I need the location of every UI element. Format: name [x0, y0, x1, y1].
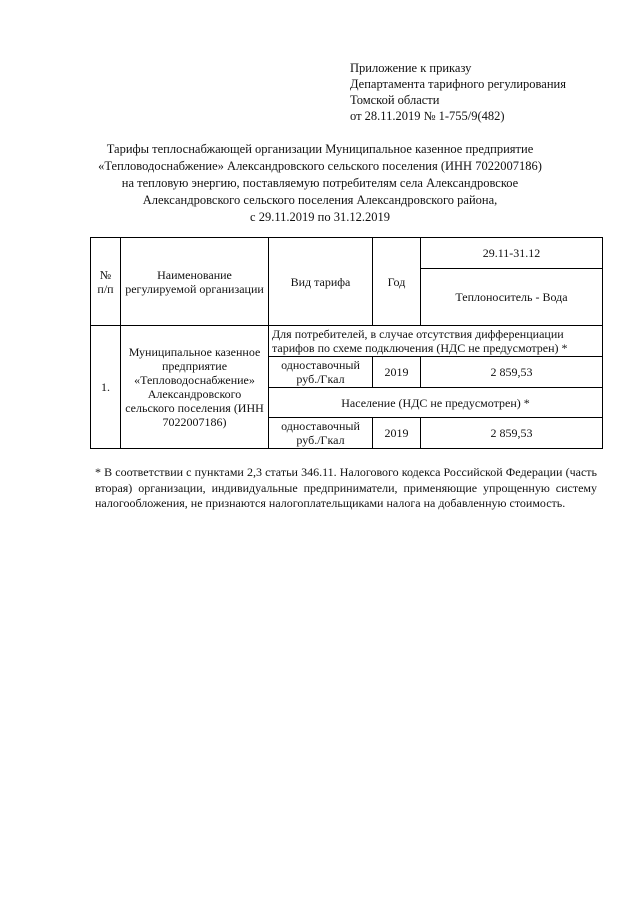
group1-note: Для потребителей, в случае отсутствия дифференциации тарифов по схеме подключения (НДС не предусмотрен) *: [269, 326, 603, 357]
group2-tariff-type: одноставочный руб./Гкал: [269, 418, 373, 449]
group2-year: 2019: [373, 418, 421, 449]
appendix-line-1: Приложение к приказу: [350, 61, 472, 75]
table-header-row: [91, 238, 603, 269]
group2-note: Население (НДС не предусмотрен) *: [269, 388, 603, 418]
document-title: [60, 141, 580, 226]
group2-value: 2 859,53: [421, 418, 603, 449]
header-year: Год: [373, 238, 421, 326]
header-organization: Наименование регулируемой организации: [121, 238, 269, 326]
title-line-4: Александровского сельского поселения Александровского района,: [142, 193, 498, 207]
header-num: № п/п: [91, 238, 121, 326]
table-row: [91, 326, 603, 357]
title-line-3: на тепловую энергию, поставляемую потребителям села Александровское: [121, 176, 519, 190]
group1-tariff-type: одноставочный руб./Гкал: [269, 357, 373, 388]
header-tariff-type: Вид тарифа: [269, 238, 373, 326]
appendix-header: [350, 60, 566, 124]
organization-name: Муниципальное казенное предприятие «Тепловодоснабжение» Александровского сельского поселения (ИНН 7022007186): [121, 326, 269, 449]
header-period: 29.11-31.12: [421, 238, 603, 269]
appendix-line-3: Томской области: [350, 93, 440, 107]
appendix-line-2: Департамента тарифного регулирования: [350, 77, 566, 91]
row-number: 1.: [91, 326, 121, 449]
group1-year: 2019: [373, 357, 421, 388]
title-line-2: «Тепловодоснабжение» Александровского сельского поселения (ИНН 7022007186): [98, 159, 542, 173]
tariff-table: [90, 237, 603, 449]
title-line-1: Тарифы теплоснабжающей организации Муниципальное казенное предприятие: [106, 142, 534, 156]
appendix-line-4: от 28.11.2019 № 1-755/9(482): [350, 109, 505, 123]
title-line-5: с 29.11.2019 по 31.12.2019: [250, 210, 390, 224]
footnote: * В соответствии с пунктами 2,3 статьи 346.11. Налогового кодекса Российской Федерации (часть вторая) организации, индивидуальные предприниматели, применяющие упрощенную систему налогообложения, не признаются налогоплательщиками налога на добавленную стоимость.: [95, 465, 597, 510]
header-carrier: Теплоноситель - Вода: [421, 269, 603, 326]
group1-value: 2 859,53: [421, 357, 603, 388]
